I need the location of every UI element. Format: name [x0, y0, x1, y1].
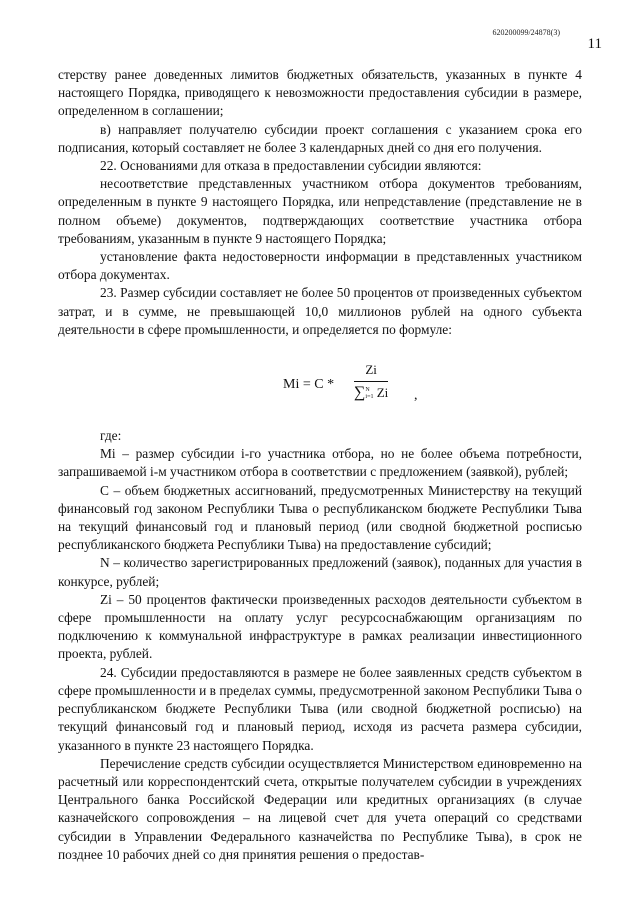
- subsidy-formula: [58, 361, 582, 407]
- paragraph-22-heading: 22. Основаниями для отказа в предоставлении субсидии являются:: [100, 158, 482, 174]
- fraction-bar: [354, 381, 388, 382]
- sum-limits: [365, 387, 373, 401]
- paragraph-23: 23. Размер субсидии составляет не более 50 процентов от произведенных субъектом затрат, и в сумме, не превышающей 10,0 миллионов рублей на одного субъекта деятельности в сфере промышленности, и определяется по формуле:: [58, 285, 582, 337]
- paragraph-item-v: в) направляет получателю субсидии проект соглашения с указанием срока его подписания, который составляет не более 3 календарных дней со дня его получения.: [58, 121, 582, 155]
- paragraph-continuation: стерству ранее доведенных лимитов бюджетных обязательств, указанных в пункте 4 настоящего Порядка, приводящего к невозможности предоставления субсидии в размере, определенном в соглашении;: [58, 67, 582, 119]
- formula-lhs: Mi = C *: [283, 377, 335, 393]
- paragraph-refusal-ground-2: установление факта недостоверности информации в представленных участником отбора документах.: [58, 249, 582, 283]
- formula-fraction: [354, 361, 388, 402]
- paragraph-24: 24. Субсидии предоставляются в размере не более заявленных средств субъектом в сфере промышленности и в пределах суммы, предусмотренной законом Республики Тыва о республиканском бюджете Республики Тыва (или сводной бюджетной росписью) на текущий финансовый год и плановый период, исходя из расчета размера субсидии, указанного в пункте 23 настоящего Порядка.: [58, 664, 582, 753]
- sum-symbol: ∑: [354, 384, 366, 402]
- paragraph-def-mi: Mi – размер субсидии i-го участника отбора, но не более объема потребности, запрашиваемой i-м участником отбора в соответствии с предложением (заявкой), рублей;: [58, 446, 582, 480]
- paragraph-def-c: С – объем бюджетных ассигнований, предусмотренных Министерству на текущий финансовый год законом Республики Тыва о республиканском бюджете Республики Тыва на текущий финансовый год и плановый период (или сводной бюджетной росписью республиканского бюджета Республики Тыва) на предоставление субсидий;: [58, 482, 582, 553]
- formula-trailing-comma: ,: [414, 388, 418, 404]
- document-registration-code: 620200099/24878(3): [492, 28, 560, 37]
- document-body: [58, 66, 582, 864]
- sum-upper-limit: N: [365, 387, 370, 394]
- formula-denominator: [354, 384, 388, 402]
- page-number: 11: [587, 36, 602, 52]
- paragraph-def-n: N – количество зарегистрированных предложений (заявок), поданных для участия в конкурсе, рублей;: [58, 555, 582, 589]
- sum-lower-limit: i=1: [365, 394, 374, 401]
- paragraph-transfer: Перечисление средств субсидии осуществляется Министерством единовременно на расчетный или корреспондентский счета, открытые получателем субсидии в учреждениях Центрального банка Российской Федерации или кредитных организациях (в случае казначейского сопровождения – на лицевой счет для учета операций со средствами субсидии в Управлении Федерального казначейства по Республике Тыва), в срок не позднее 10 рабочих дней со дня принятия решения о предостав-: [58, 755, 582, 862]
- paragraph-where: где:: [100, 428, 122, 444]
- paragraph-refusal-ground-1: несоответствие представленных участником отбора документов требованиям, определенным в пункте 9 настоящего Порядка, или непредставление (представление не в полном объеме) документов, подтверждающих соответствие участника отбора требованиям, указанным в пункте 9 настоящего Порядка;: [58, 176, 582, 246]
- denominator-term: Zi: [376, 385, 389, 401]
- paragraph-def-zi: Zi – 50 процентов фактически произведенных расходов деятельности субъектом в сфере промышленности на оплату услуг ресурсоснабжающим организациям по подключению к коммунальной инфраструктуре в рамках реализации инвестиционного проекта, рублей.: [58, 591, 582, 662]
- formula-numerator: Zi: [365, 362, 377, 378]
